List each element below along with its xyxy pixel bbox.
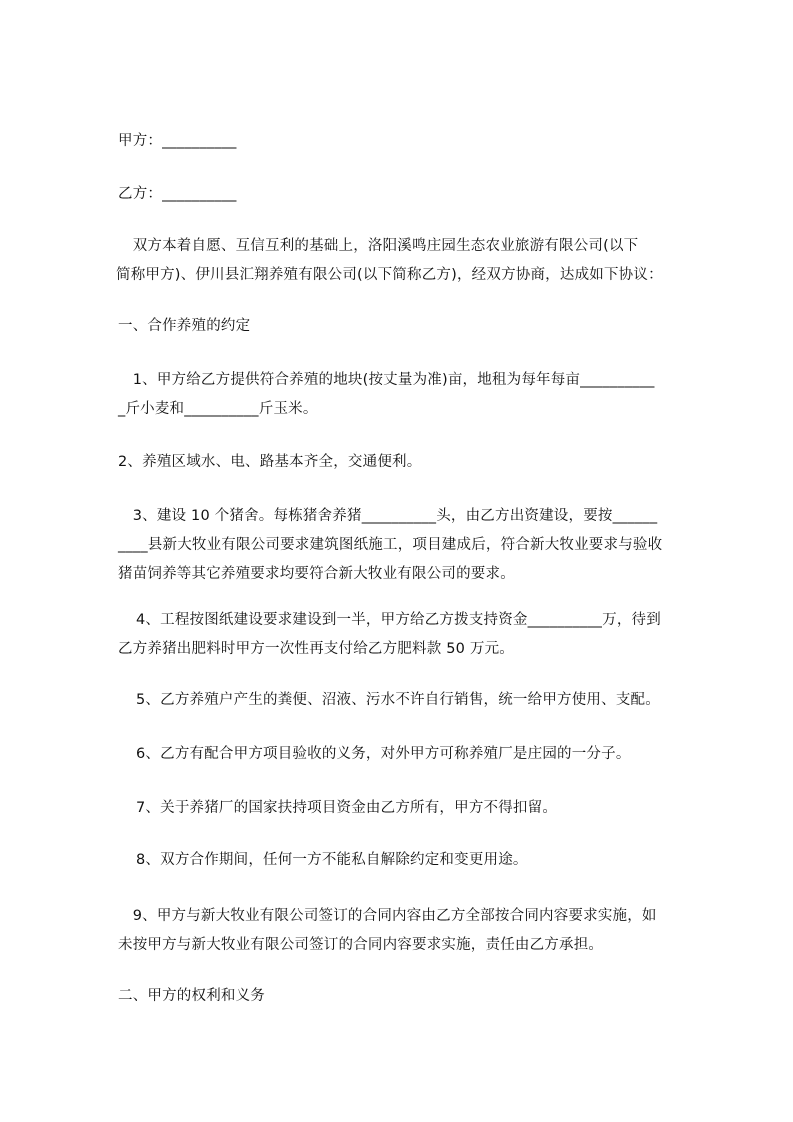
section-1-heading: 一、合作养殖的约定 <box>118 318 251 334</box>
clause-2: 2、养殖区域水、电、路基本齐全，交通便利。 <box>118 454 422 470</box>
clause-9-line-2: 未按甲方与新大牧业有限公司签订的合同内容要求实施，责任由乙方承担。 <box>118 937 604 953</box>
clause-3-line-2: ____县新大牧业有限公司要求建筑图纸施工，项目建成后，符合新大牧业要求与验收 <box>118 537 663 553</box>
clause-9 <box>118 902 710 960</box>
clause-3 <box>118 502 710 589</box>
clause-3-line-1: 3、建设 10 个猪舍。每栋猪舍养猪__________头，由乙方出资建设，要按______ <box>118 508 658 524</box>
clause-9-line-1: 9、甲方与新大牧业有限公司签订的合同内容由乙方全部按合同内容要求实施，如 <box>118 908 657 924</box>
clause-4-line-1: 4、工程按图纸建设要求建设到一半，甲方给乙方拨支持资金__________万，待到 <box>136 612 661 628</box>
clause-1-line-2: _斤小麦和__________斤玉米。 <box>118 401 318 417</box>
clause-4-line-2: 乙方养猪出肥料时甲方一次性再支付给乙方肥料款 50 万元。 <box>118 641 514 657</box>
party-b-line: 乙方：__________ <box>118 186 237 202</box>
intro-paragraph <box>118 232 710 290</box>
party-a-line: 甲方：__________ <box>118 133 237 149</box>
intro-line-1: 双方本着自愿、互信互利的基础上，洛阳溪鸣庄园生态农业旅游有限公司(以下 <box>118 238 639 254</box>
clause-4 <box>118 606 710 664</box>
clause-1 <box>118 366 710 424</box>
clause-1-line-1: 1、甲方给乙方提供符合养殖的地块(按丈量为准)亩，地租为每年每亩__________ <box>118 372 655 388</box>
clause-7: 7、关于养猪厂的国家扶持项目资金由乙方所有，甲方不得扣留。 <box>136 800 558 816</box>
clause-3-line-3: 猪苗饲养等其它养殖要求均要符合新大牧业有限公司的要求。 <box>118 566 515 582</box>
section-2-heading: 二、甲方的权利和义务 <box>118 988 265 1004</box>
clause-6: 6、乙方有配合甲方项目验收的义务，对外甲方可称养殖厂是庄园的一分子。 <box>136 746 631 762</box>
intro-line-2: 简称甲方)、伊川县汇翔养殖有限公司(以下简称乙方)，经双方协商，达成如下协议： <box>116 267 663 283</box>
clause-5: 5、乙方养殖户产生的粪便、沼液、污水不许自行销售，统一给甲方使用、支配。 <box>136 692 660 708</box>
clause-8: 8、双方合作期间，任何一方不能私自解除约定和变更用途。 <box>136 852 528 868</box>
